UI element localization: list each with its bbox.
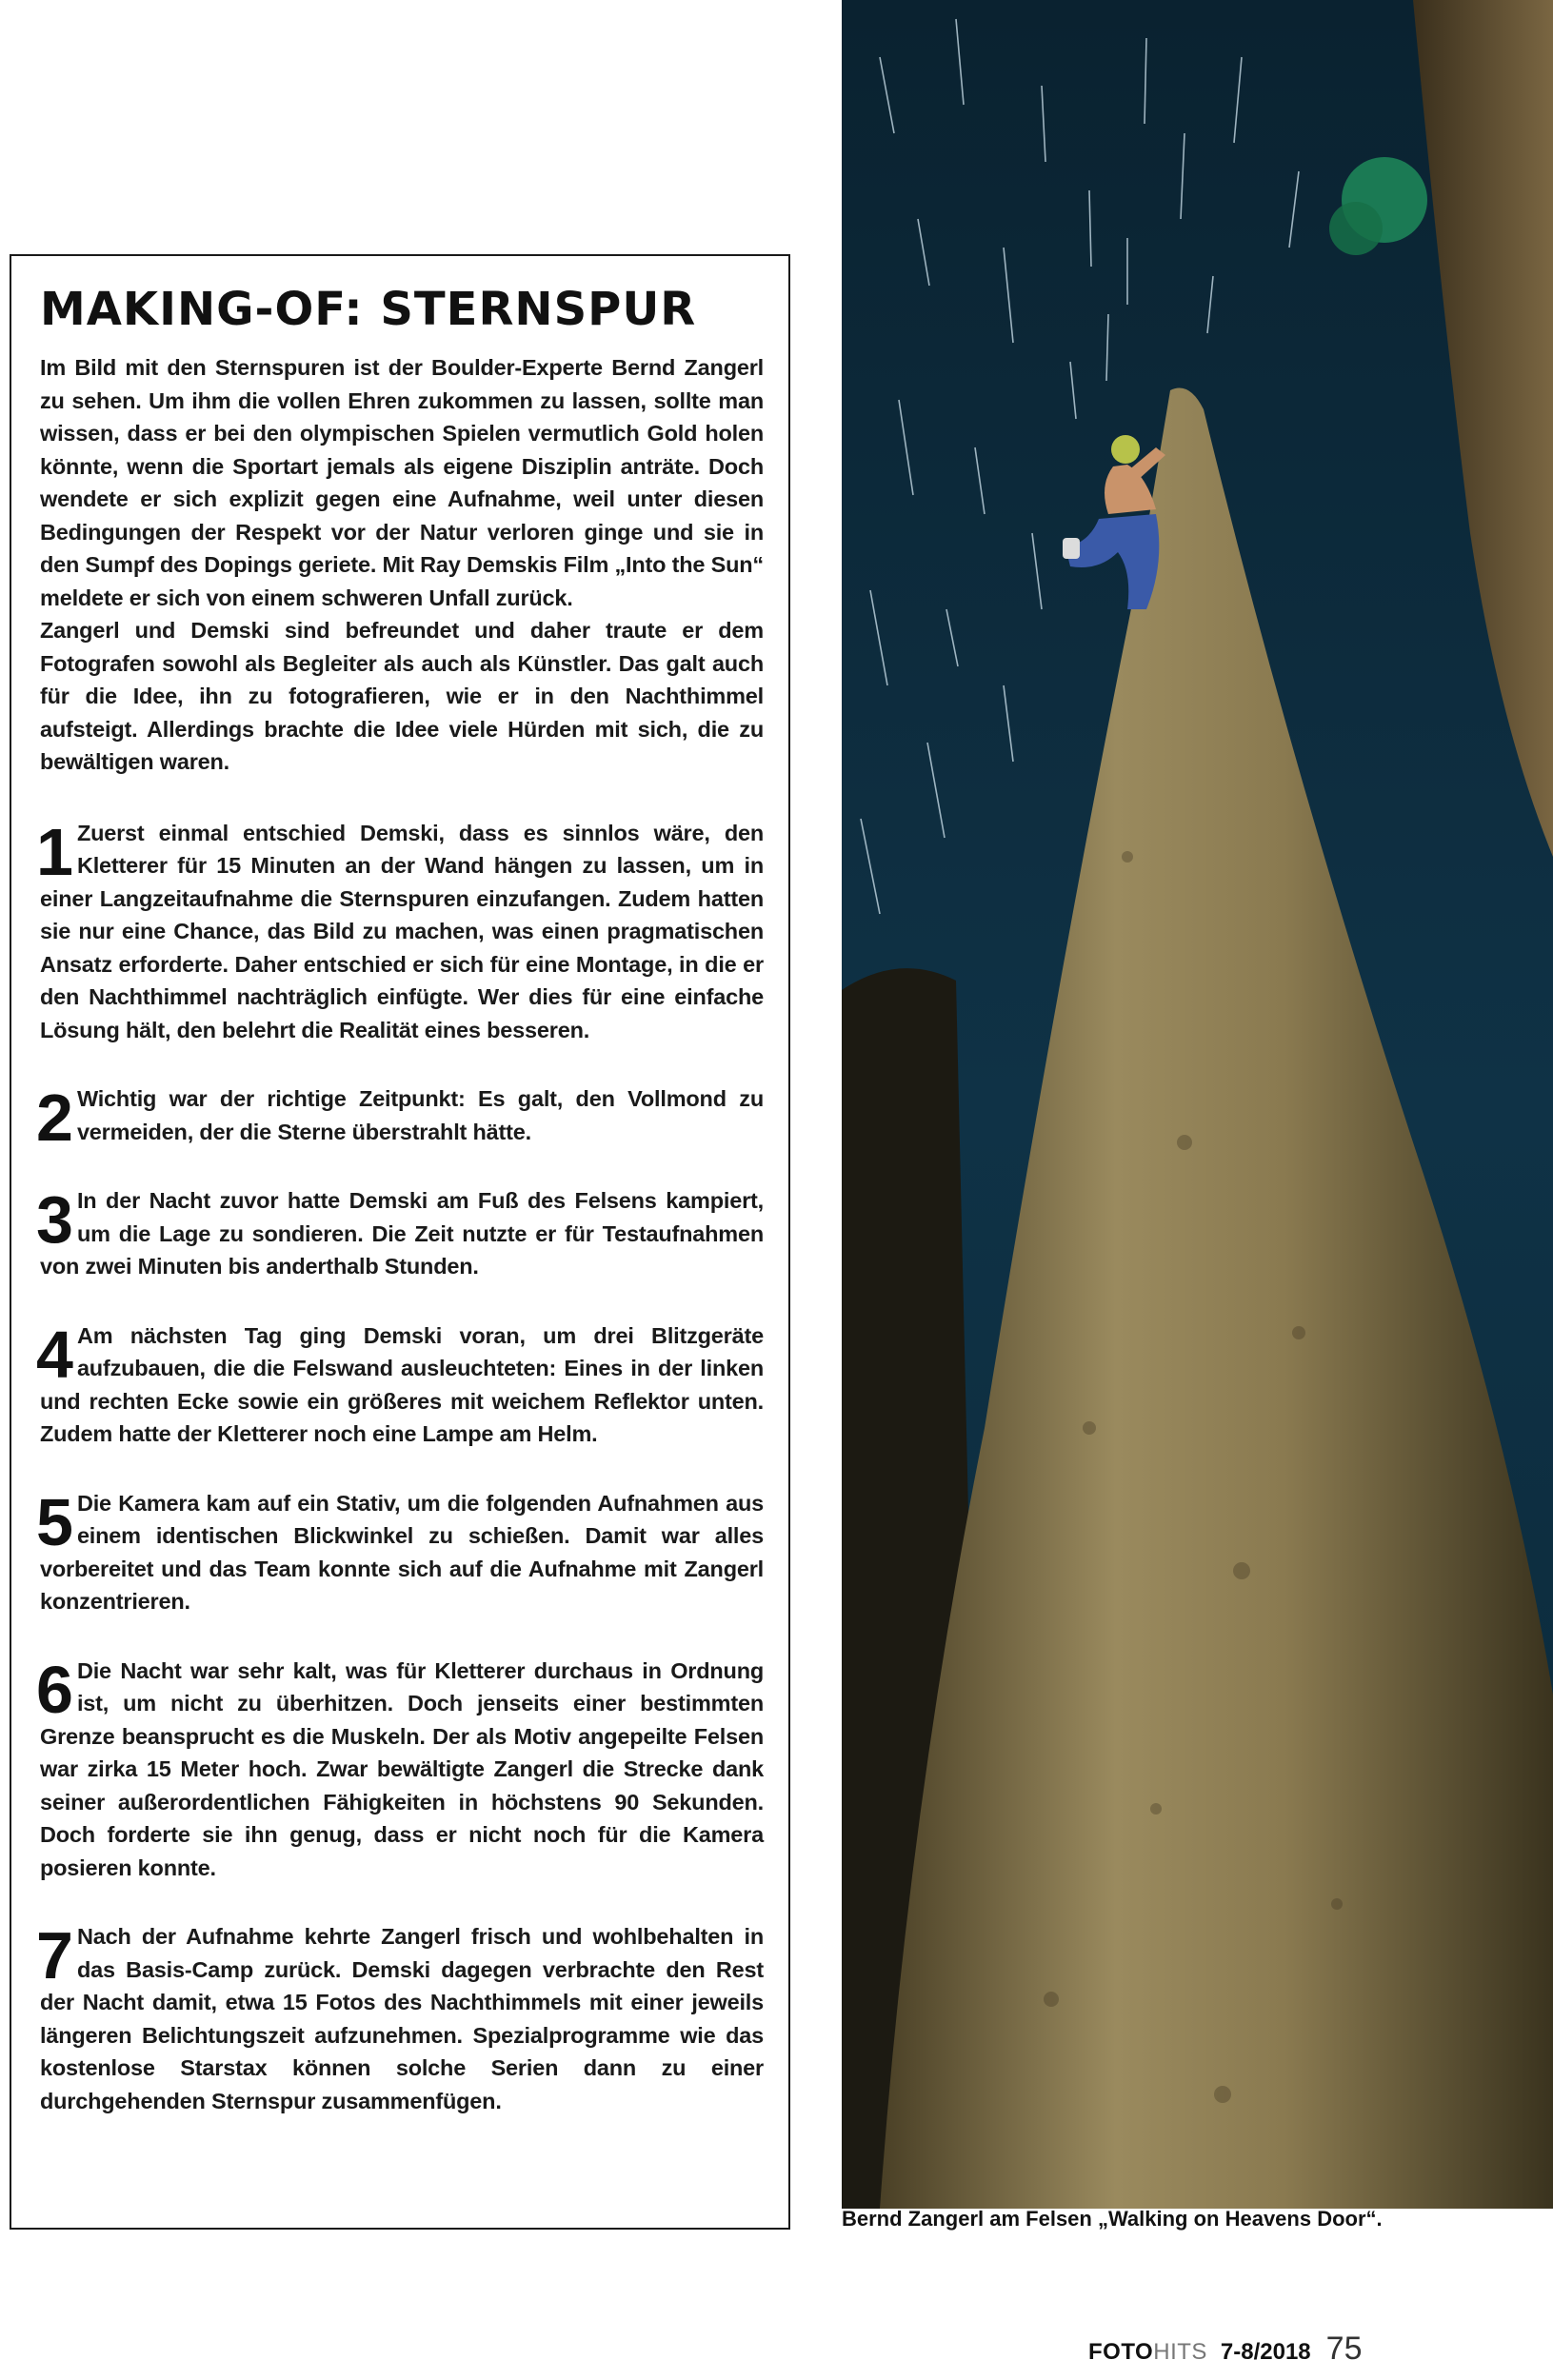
step-text: Zuerst einmal entschied Demski, dass es sinnlos wäre, den Kletterer für 15 Minuten an der Wand hängen zu lassen, um in einer Langzeitaufnahme die Sternspuren einzufangen. Zudem hatten sie nur eine Chance, das Bild zu machen, was einen pragmatischen Ansatz erforderte. Daher entschied er sich für eine Montage, in die er den Nachthimmel nachträglich einfügte. Wer dies für eine einfache Lösung hält, den belehrt die Realität eines besseren. [40,820,764,1042]
step-text: Am nächsten Tag ging Demski voran, um drei Blitzgeräte aufzubauen, die die Felswand ausleuchteten: Eines in der linken und rechten Ecke sowie ein größeres mit weichem Reflektor unten. Zudem hatte der Kletterer noch eine Lampe am Helm. [40,1322,764,1446]
issue-label: 7-8/2018 [1220,2339,1311,2365]
photo-illustration [842,0,1553,2209]
step-4 [36,1317,764,1451]
step-number: 5 [36,1484,73,1559]
page-footer [1088,2330,1362,2368]
step-7 [36,1918,764,2117]
page-number: 75 [1325,2330,1363,2367]
step-text: Nach der Aufnahme kehrte Zangerl frisch und wohlbehalten in das Basis-Camp zurück. Demski dagegen verbrachte den Rest der Nacht damit, etwa 15 Fotos des Nachthimmels mit einer jeweils längeren Belichtungszeit aufzunehmen. Spezialprogramme wie das kostenlose Starstax können solche Serien dann zu einer durchgehenden Sternspur zusammenfügen. [40,1924,764,2113]
step-number: 7 [36,1918,73,1993]
star-trail-photo [842,0,1553,2209]
step-number: 4 [36,1317,73,1392]
step-1 [36,814,764,1047]
photo-caption: Bernd Zangerl am Felsen „Walking on Heavens Door“. [842,2207,1383,2231]
step-number: 6 [36,1652,73,1727]
intro-paragraph-1: Im Bild mit den Sternspuren ist der Boulder-Experte Bernd Zangerl zu sehen. Um ihm die vollen Ehren zukommen zu lassen, sollte man wissen, dass er bei den olympischen Spielen vermutlich Gold holen könnte, wenn die Sportart jemals als eigene Disziplin anträte. Doch wendete er sich explizit gegen eine Aufnahme, weil unter diesen Bedingungen der Respekt vor der Natur verloren ginge und sie in den Sumpf des Dopings geriete. Mit Ray Demskis Film „Into the Sun“ meldete er sich von einem schweren Unfall zurück. [40,355,764,610]
step-text: Die Nacht war sehr kalt, was für Kletterer durchaus in Ordnung ist, um nicht zu überhitzen. Doch jenseits einer bestimmten Grenze beansprucht es die Muskeln. Der als Motiv angepeilte Felsen war zirka 15 Meter hoch. Zwar bewältigte Zangerl die Strecke dank seiner außerordentlichen Fähigkeiten in höchstens 90 Sekunden. Doch forderte sie ihn genug, dass er nicht noch für die Kamera posieren konnte. [40,1657,764,1880]
step-number: 2 [36,1081,73,1155]
step-text: In der Nacht zuvor hatte Demski am Fuß des Felsens kampiert, um die Lage zu sondieren. Die Zeit nutzte er für Testaufnahmen von zwei Minuten bis anderthalb Stunden. [40,1188,764,1279]
step-text: Wichtig war der richtige Zeitpunkt: Es galt, den Vollmond zu vermeiden, der die Sterne überstrahlt hätte. [76,1086,764,1144]
step-text: Die Kamera kam auf ein Stativ, um die folgenden Aufnahmen aus einem identischen Blickwinkel zu schießen. Damit war alles vorbereitet und das Team konnte sich auf die Aufnahme mit Zangerl konzentrieren. [40,1490,764,1614]
magazine-brand-hits: HITS [1153,2339,1207,2365]
step-5 [36,1484,764,1618]
step-3 [36,1182,764,1283]
step-6 [36,1652,764,1885]
article-title: MAKING-OF: STERNSPUR [40,283,697,336]
article-box [10,254,790,2230]
magazine-brand-foto: FOTO [1088,2339,1154,2365]
step-2 [36,1081,764,1155]
step-number: 3 [36,1182,73,1257]
intro-paragraph-2: Zangerl und Demski sind befreundet und daher traute er dem Fotografen sowohl als Begleiter als auch als Künstler. Das galt auch für die Idee, ihn zu fotografieren, wie er in den Nachthimmel aufsteigt. Allerdings brachte die Idee viele Hürden mit sich, die zu bewältigen waren. [40,618,764,774]
step-number: 1 [36,814,73,889]
